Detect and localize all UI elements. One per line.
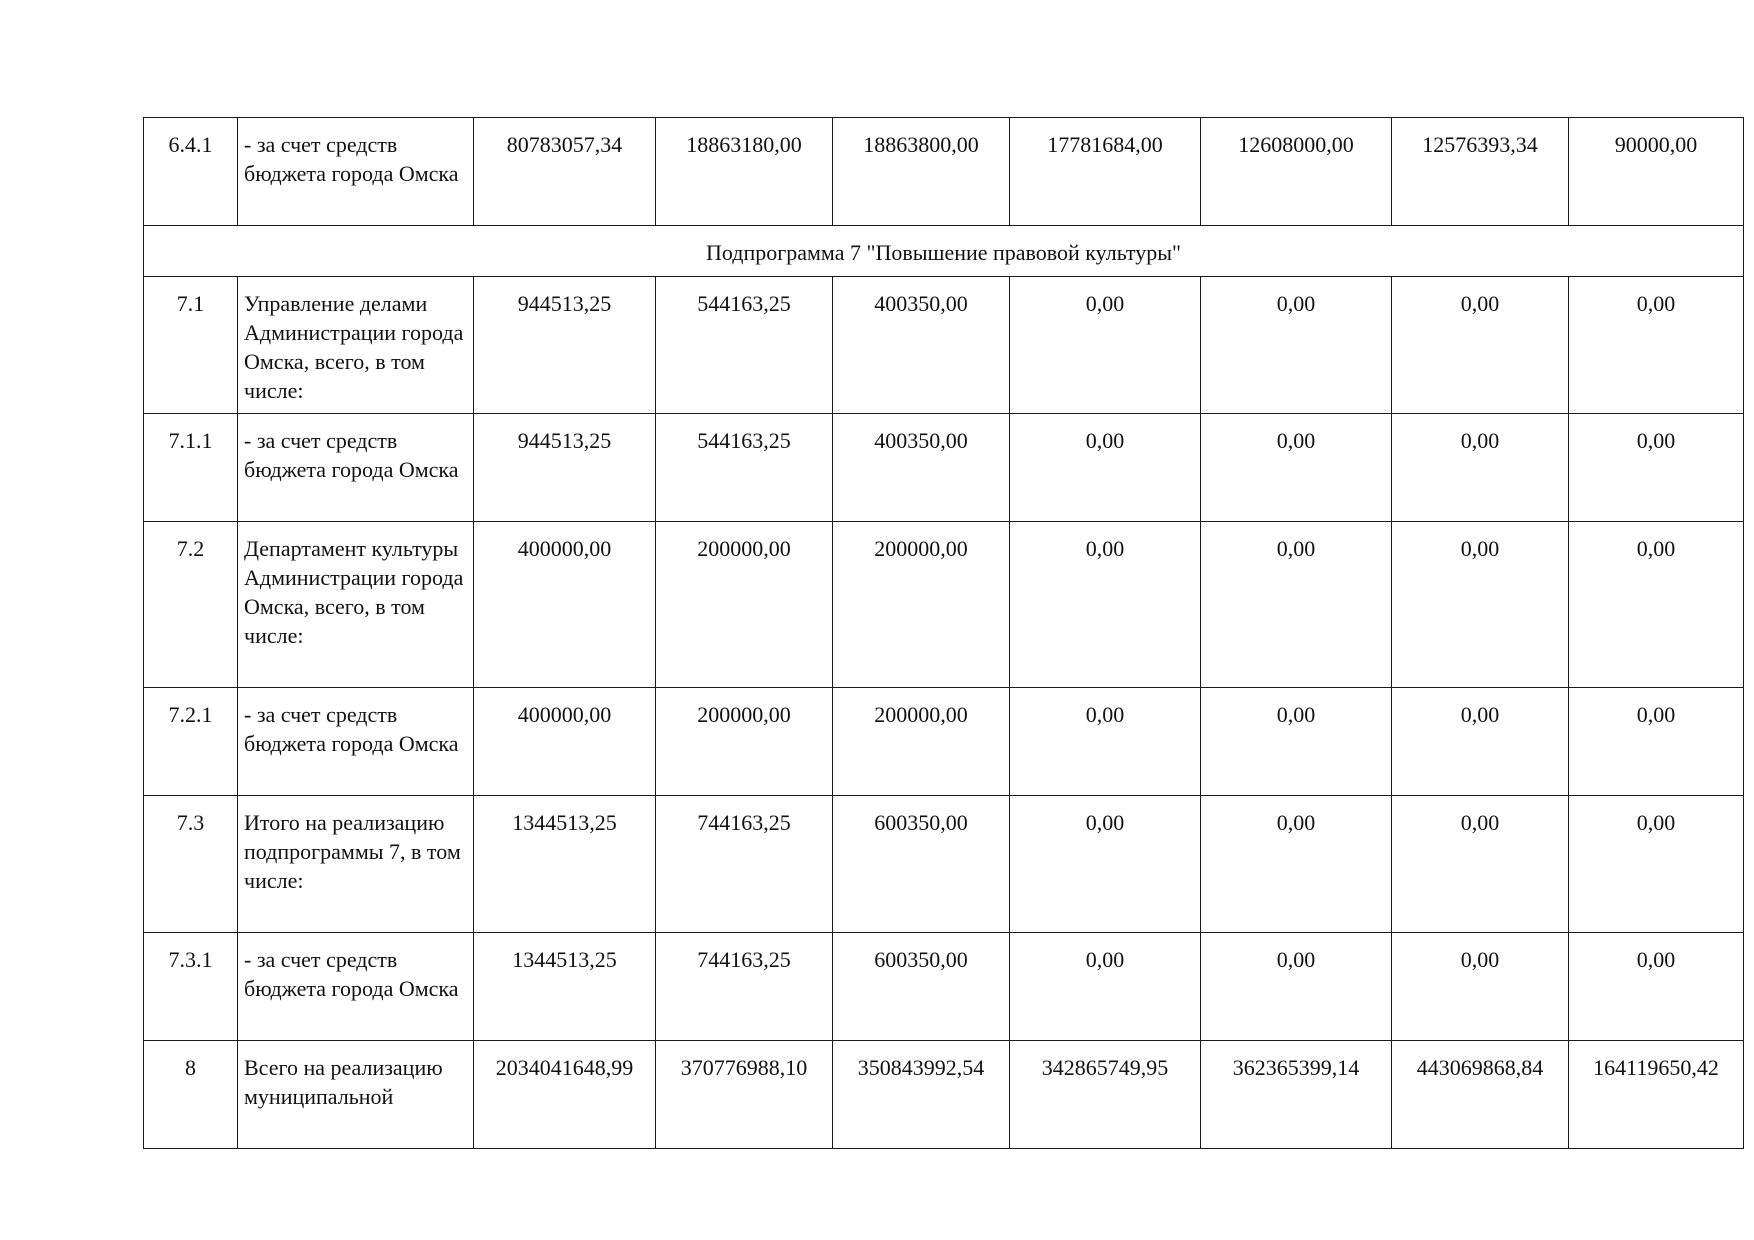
row-name: Всего на реализацию муниципальной bbox=[238, 1041, 474, 1149]
value-cell: 0,00 bbox=[1201, 796, 1392, 933]
value-cell: 0,00 bbox=[1010, 688, 1201, 796]
value-cell: 12608000,00 bbox=[1201, 118, 1392, 226]
table-row bbox=[144, 796, 1744, 933]
row-name: - за счет средств бюджета города Омска bbox=[238, 118, 474, 226]
value-cell: 0,00 bbox=[1569, 277, 1744, 414]
value-cell: 1344513,25 bbox=[474, 796, 656, 933]
value-cell: 200000,00 bbox=[833, 522, 1010, 688]
row-number: 8 bbox=[144, 1041, 238, 1149]
table-row bbox=[144, 1041, 1744, 1149]
value-cell: 744163,25 bbox=[656, 796, 833, 933]
budget-table bbox=[143, 117, 1744, 1149]
value-cell: 80783057,34 bbox=[474, 118, 656, 226]
value-cell: 0,00 bbox=[1010, 933, 1201, 1041]
value-cell: 0,00 bbox=[1201, 688, 1392, 796]
value-cell: 0,00 bbox=[1569, 414, 1744, 522]
value-cell: 17781684,00 bbox=[1010, 118, 1201, 226]
value-cell: 0,00 bbox=[1569, 933, 1744, 1041]
value-cell: 544163,25 bbox=[656, 414, 833, 522]
value-cell: 0,00 bbox=[1201, 277, 1392, 414]
row-name: - за счет средств бюджета города Омска bbox=[238, 688, 474, 796]
value-cell: 370776988,10 bbox=[656, 1041, 833, 1149]
value-cell: 400000,00 bbox=[474, 688, 656, 796]
table-row bbox=[144, 414, 1744, 522]
value-cell: 362365399,14 bbox=[1201, 1041, 1392, 1149]
section-row bbox=[144, 226, 1744, 277]
value-cell: 0,00 bbox=[1201, 522, 1392, 688]
value-cell: 350843992,54 bbox=[833, 1041, 1010, 1149]
value-cell: 0,00 bbox=[1569, 796, 1744, 933]
value-cell: 0,00 bbox=[1392, 414, 1569, 522]
value-cell: 744163,25 bbox=[656, 933, 833, 1041]
row-number: 7.3 bbox=[144, 796, 238, 933]
table-row bbox=[144, 688, 1744, 796]
value-cell: 18863180,00 bbox=[656, 118, 833, 226]
row-number: 7.1.1 bbox=[144, 414, 238, 522]
value-cell: 443069868,84 bbox=[1392, 1041, 1569, 1149]
value-cell: 2034041648,99 bbox=[474, 1041, 656, 1149]
value-cell: 0,00 bbox=[1569, 688, 1744, 796]
value-cell: 944513,25 bbox=[474, 277, 656, 414]
value-cell: 0,00 bbox=[1201, 933, 1392, 1041]
value-cell: 400350,00 bbox=[833, 277, 1010, 414]
row-name: - за счет средств бюджета города Омска bbox=[238, 414, 474, 522]
row-number: 7.2.1 bbox=[144, 688, 238, 796]
row-number: 6.4.1 bbox=[144, 118, 238, 226]
value-cell: 1344513,25 bbox=[474, 933, 656, 1041]
value-cell: 0,00 bbox=[1569, 522, 1744, 688]
section-title: Подпрограмма 7 "Повышение правовой культуры" bbox=[144, 226, 1744, 277]
row-number: 7.3.1 bbox=[144, 933, 238, 1041]
value-cell: 0,00 bbox=[1010, 522, 1201, 688]
value-cell: 944513,25 bbox=[474, 414, 656, 522]
row-name: Управление делами Администрации города Омска, всего, в том числе: bbox=[238, 277, 474, 414]
value-cell: 400000,00 bbox=[474, 522, 656, 688]
value-cell: 18863800,00 bbox=[833, 118, 1010, 226]
value-cell: 0,00 bbox=[1392, 688, 1569, 796]
value-cell: 600350,00 bbox=[833, 933, 1010, 1041]
row-number: 7.2 bbox=[144, 522, 238, 688]
value-cell: 0,00 bbox=[1201, 414, 1392, 522]
value-cell: 342865749,95 bbox=[1010, 1041, 1201, 1149]
row-name: Департамент культуры Администрации города Омска, всего, в том числе: bbox=[238, 522, 474, 688]
value-cell: 200000,00 bbox=[656, 522, 833, 688]
value-cell: 400350,00 bbox=[833, 414, 1010, 522]
table-row bbox=[144, 522, 1744, 688]
value-cell: 200000,00 bbox=[656, 688, 833, 796]
value-cell: 544163,25 bbox=[656, 277, 833, 414]
row-name: - за счет средств бюджета города Омска bbox=[238, 933, 474, 1041]
value-cell: 0,00 bbox=[1392, 933, 1569, 1041]
value-cell: 12576393,34 bbox=[1392, 118, 1569, 226]
row-number: 7.1 bbox=[144, 277, 238, 414]
table-row bbox=[144, 933, 1744, 1041]
value-cell: 90000,00 bbox=[1569, 118, 1744, 226]
value-cell: 0,00 bbox=[1392, 522, 1569, 688]
value-cell: 164119650,42 bbox=[1569, 1041, 1744, 1149]
value-cell: 0,00 bbox=[1010, 414, 1201, 522]
table-row bbox=[144, 118, 1744, 226]
value-cell: 600350,00 bbox=[833, 796, 1010, 933]
value-cell: 0,00 bbox=[1010, 277, 1201, 414]
table-row bbox=[144, 277, 1744, 414]
value-cell: 0,00 bbox=[1392, 277, 1569, 414]
row-name: Итого на реализацию подпрограммы 7, в том числе: bbox=[238, 796, 474, 933]
value-cell: 0,00 bbox=[1010, 796, 1201, 933]
value-cell: 0,00 bbox=[1392, 796, 1569, 933]
value-cell: 200000,00 bbox=[833, 688, 1010, 796]
